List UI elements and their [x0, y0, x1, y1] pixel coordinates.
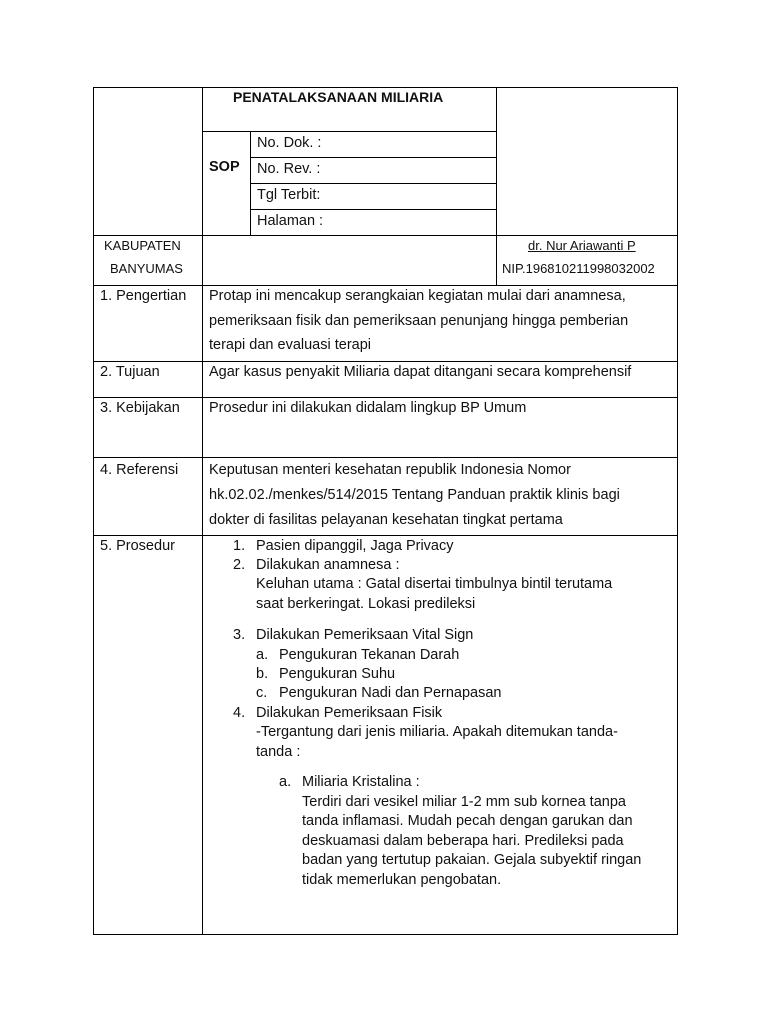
no-rev-label: No. Rev. :	[257, 161, 321, 177]
title-bottom	[202, 131, 497, 132]
signer-nip: NIP.196810211998032002	[502, 261, 655, 276]
border-bottom	[93, 934, 678, 935]
kabupaten-line2: BANYUMAS	[110, 261, 183, 276]
step-4-detail-1: -Tergantung dari jenis miliaria. Apakah ditemukan tanda-	[256, 724, 618, 740]
prosedur-label: 5. Prosedur	[100, 538, 175, 554]
dok-bottom	[250, 157, 497, 158]
pengertian-label: 1. Pengertian	[100, 288, 187, 304]
step-2-detail-2: saat berkeringat. Lokasi predileksi	[256, 596, 476, 612]
referensi-line-2: hk.02.02./menkes/514/2015 Tentang Panduan praktik klinis bagi	[209, 487, 620, 503]
pengertian-line-2: pemeriksaan fisik dan pemeriksaan penunjang hingga pemberian	[209, 313, 629, 329]
tgl-bottom	[250, 209, 497, 210]
kabupaten-line1: KABUPATEN	[104, 238, 181, 253]
step-2-detail-1: Keluhan utama : Gatal disertai timbulnya bintil terutama	[256, 576, 613, 592]
pengertian-line-3: terapi dan evaluasi terapi	[209, 337, 372, 353]
kebijakan-text: Prosedur ini dilakukan didalam lingkup BP Umum	[209, 400, 527, 416]
step-2-number: 2.	[233, 557, 246, 573]
step-3-number: 3.	[233, 627, 246, 643]
halaman-label: Halaman :	[257, 213, 324, 229]
step-4a-line-1: Terdiri dari vesikel miliar 1-2 mm sub kornea tanpa	[302, 794, 626, 810]
step-3a-letter: a.	[256, 647, 269, 663]
sop-label: SOP	[209, 159, 240, 175]
step-4a-line-4: badan yang tertutup pakaian. Gejala subyektif ringan	[302, 852, 642, 868]
step-4-text: Dilakukan Pemeriksaan Fisik	[256, 705, 443, 721]
tujuan-label: 2. Tujuan	[100, 364, 160, 380]
step-4a-title: Miliaria Kristalina :	[302, 774, 420, 790]
kebijakan-label: 3. Kebijakan	[100, 400, 180, 416]
border-left	[93, 87, 94, 935]
step-4a-letter: a.	[279, 774, 292, 790]
step-4a-line-2: tanda inflamasi. Mudah pecah dengan garukan dan	[302, 813, 633, 829]
step-4a-line-5: tidak memerlukan pengobatan.	[302, 872, 502, 888]
step-1-text: Pasien dipanggil, Jaga Privacy	[256, 538, 454, 554]
step-2-text: Dilakukan anamnesa :	[256, 557, 400, 573]
kebijakan-bottom	[93, 457, 678, 458]
step-3a-text: Pengukuran Tekanan Darah	[279, 647, 460, 663]
step-3b-text: Pengukuran Suhu	[279, 666, 396, 682]
rev-bottom	[250, 183, 497, 184]
header-right-divider	[496, 87, 497, 285]
document-title: PENATALAKSANAAN MILIARIA	[233, 89, 444, 105]
referensi-label: 4. Referensi	[100, 462, 179, 478]
step-3b-letter: b.	[256, 666, 269, 682]
pengertian-line-1: Protap ini mencakup serangkaian kegiatan mulai dari anamnesa,	[209, 288, 626, 304]
step-1-number: 1.	[233, 538, 246, 554]
tujuan-text: Agar kasus penyakit Miliaria dapat ditangani secara komprehensif	[209, 364, 632, 380]
tgl-terbit-label: Tgl Terbit:	[257, 187, 321, 203]
step-3-text: Dilakukan Pemeriksaan Vital Sign	[256, 627, 474, 643]
step-4-detail-2: tanda :	[256, 744, 301, 760]
step-4-number: 4.	[233, 705, 246, 721]
border-right	[677, 87, 678, 935]
step-3c-text: Pengukuran Nadi dan Pernapasan	[279, 685, 502, 701]
signer-name: dr. Nur Ariawanti P	[528, 238, 636, 253]
step-4a-line-3: deskuamasi dalam beberapa hari. Predileksi pada	[302, 833, 624, 849]
no-dok-label: No. Dok. :	[257, 135, 322, 151]
label-column-divider	[202, 87, 203, 935]
referensi-line-1: Keputusan menteri kesehatan republik Indonesia Nomor	[209, 462, 571, 478]
referensi-line-3: dokter di fasilitas pelayanan kesehatan tingkat pertama	[209, 512, 563, 528]
step-3c-letter: c.	[256, 685, 268, 701]
